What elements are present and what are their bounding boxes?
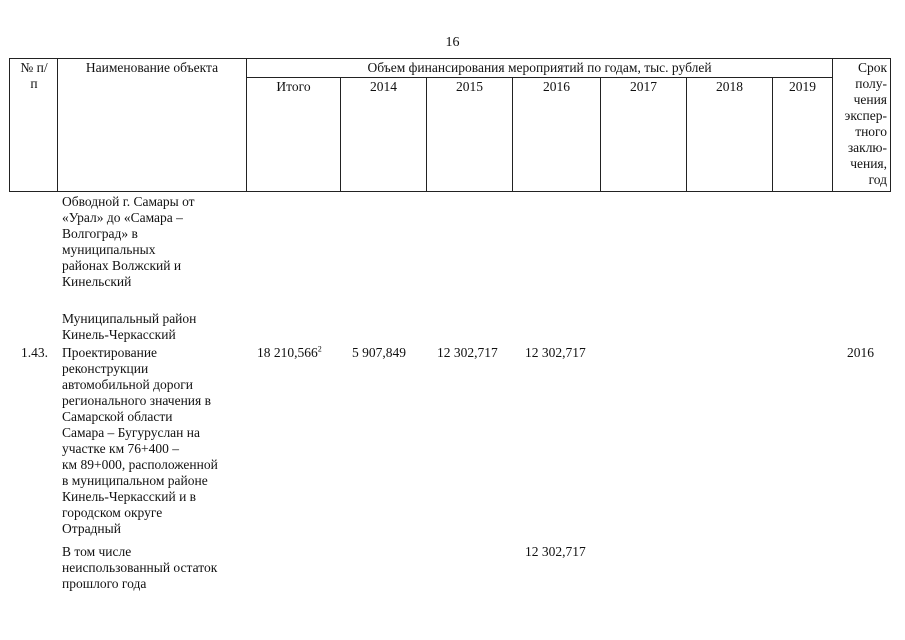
header-year-2018: 2018 <box>687 78 773 192</box>
header-term-line: Срок <box>857 60 888 75</box>
sub-label <box>62 544 247 592</box>
financing-table <box>9 58 891 192</box>
object-name-line: Кинель-Черкасский и в <box>62 489 197 504</box>
header-year-2015: 2015 <box>427 78 513 192</box>
sub-label-line: неиспользованный остаток <box>62 560 218 575</box>
header-year-2019: 2019 <box>773 78 833 192</box>
continuation-line: Обводной г. Самары от <box>62 194 195 209</box>
continuation-line: районах Волжский и <box>62 258 182 273</box>
header-year-2016: 2016 <box>513 78 601 192</box>
object-name-line: км 89+000, расположенной <box>62 457 218 472</box>
header-term-line: экспер- <box>844 108 888 123</box>
header-term-line: тного <box>855 124 888 139</box>
header-term-line: год <box>868 172 888 187</box>
item-number: 1.43. <box>21 345 48 360</box>
header-financing: Объем финансирования мероприятий по годам, тыс. рублей <box>247 59 833 78</box>
page-number: 16 <box>445 35 460 50</box>
object-name-line: автомобильной дороги <box>62 377 193 392</box>
term-value: 2016 <box>847 345 874 360</box>
object-name-line: в муниципальном районе <box>62 473 208 488</box>
district-name <box>62 311 247 343</box>
header-term-line: чения, <box>850 156 888 171</box>
sub-value-2016: 12 302,717 <box>525 544 586 559</box>
object-name-line: Самара – Бугуруслан на <box>62 425 200 440</box>
header-term <box>833 59 891 192</box>
header-name: Наименование объекта <box>58 59 247 192</box>
value-2015: 12 302,717 <box>437 345 498 360</box>
header-term-line: полу- <box>855 76 888 91</box>
continuation-line: муниципальных <box>62 242 156 257</box>
continuation-line: «Урал» до «Самара – <box>62 210 183 225</box>
value-2016: 12 302,717 <box>525 345 586 360</box>
district-line: Муниципальный район <box>62 311 197 326</box>
header-number <box>10 59 58 192</box>
total-value-text: 18 210,566 <box>257 345 318 360</box>
object-name-line: участке км 76+400 – <box>62 441 179 456</box>
sub-label-line: прошлого года <box>62 576 147 591</box>
header-term-line: заклю- <box>847 140 888 155</box>
object-name-line: Проектирование <box>62 345 158 360</box>
object-name-line: Отрадный <box>62 521 121 536</box>
object-name <box>62 345 247 537</box>
header-term-lines <box>836 60 887 188</box>
object-name-line: Самарской области <box>62 409 173 424</box>
continuation-line: Кинельский <box>62 274 132 289</box>
object-name-line: городском округе <box>62 505 163 520</box>
continuation-line: Волгоград» в <box>62 226 138 241</box>
object-name-line: реконструкции <box>62 361 149 376</box>
header-total: Итого <box>247 78 341 192</box>
object-name-line: регионального значения в <box>62 393 211 408</box>
header-year-2017: 2017 <box>601 78 687 192</box>
sub-label-line: В том числе <box>62 544 132 559</box>
header-number-text: № п/п <box>20 60 48 91</box>
header-term-line: чения <box>853 92 888 107</box>
continuation-text <box>62 194 247 290</box>
total-footnote: 2 <box>317 344 322 354</box>
total-value <box>257 345 322 361</box>
district-line: Кинель-Черкасский <box>62 327 176 342</box>
value-2014: 5 907,849 <box>352 345 406 360</box>
header-year-2014: 2014 <box>341 78 427 192</box>
